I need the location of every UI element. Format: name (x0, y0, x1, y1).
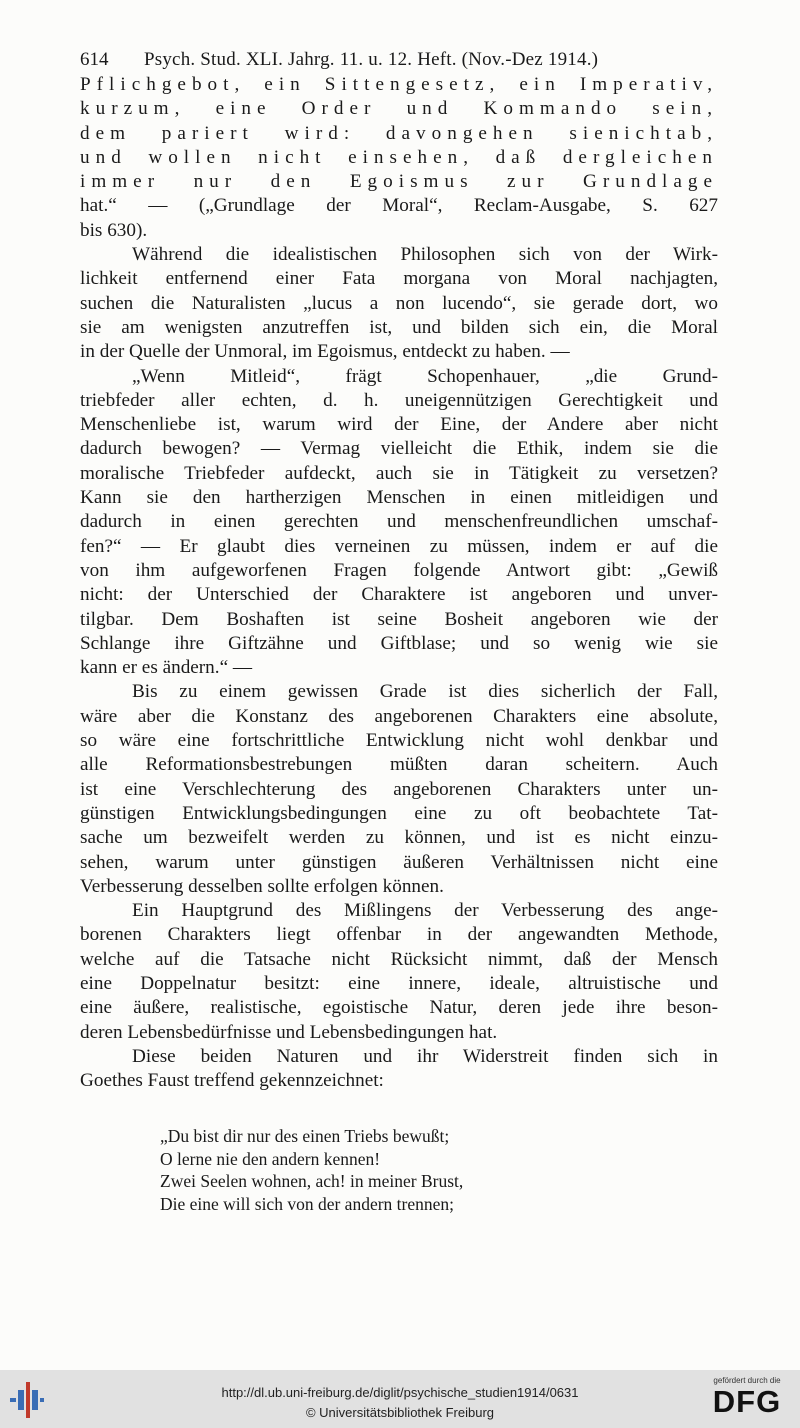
poem-line: Zwei Seelen wohnen, ach! in meiner Brust, (160, 1171, 464, 1191)
text-line: eine äußere, realistische, egoistische Natur, deren jede ihre beson- (80, 997, 718, 1019)
text-line: Schlange ihre Giftzähne und Giftblase; und so wenig wie sie (80, 632, 718, 654)
poem-quote (160, 1125, 590, 1215)
text-line: fen?“ — Er glaubt dies verneinen zu müssen, indem er auf die (80, 535, 718, 557)
text-line: dadurch bewogen? — Vermag vielleicht die Ethik, indem sie die (80, 438, 718, 460)
text-line: bis 630). (80, 219, 148, 241)
dfg-logo (704, 1376, 790, 1422)
dfg-caption: gefördert durch die (713, 1376, 781, 1385)
source-url-link[interactable]: http://dl.ub.uni-freiburg.de/diglit/psychische_studien1914/0631 (221, 1385, 579, 1400)
text-line: dem pariert wird: davongehen sienichtab, (80, 122, 718, 144)
dfg-wordmark: DFG (712, 1384, 782, 1419)
text-line: und wollen nicht einsehen, daß dergleichen (80, 146, 718, 168)
poem-line: Die eine will sich von der andern trennen; (160, 1193, 454, 1214)
text-line: Kann sie den hartherzigen Menschen in einen mitleidigen und (80, 487, 718, 509)
text-line: wäre aber die Konstanz des angeborenen Charakters eine absolute, (80, 705, 718, 727)
text-line: günstigen Entwicklungsbedingungen eine zu oft beobachtete Tat- (80, 802, 718, 824)
text-line: Ein Hauptgrund des Mißlingens der Verbesserung des ange- (132, 900, 718, 922)
text-line: so wäre eine fortschrittliche Entwicklung nicht wohl denkbar und (80, 730, 718, 752)
text-line: sie am wenigsten anzutreffen ist, und bilden sich ein, die Moral (80, 316, 718, 338)
text-line: lichkeit entfernend einer Fata morgana von Moral nachjagten, (80, 268, 718, 290)
page-number: 614 (80, 49, 109, 70)
poem-line: „Du bist dir nur des einen Triebs bewußt; (160, 1126, 450, 1146)
copyright-notice: © Universitätsbibliothek Freiburg (305, 1405, 495, 1420)
text-line: kann er es ändern.“ — (80, 657, 253, 679)
poem-line: O lerne nie den andern kennen! (160, 1148, 381, 1169)
text-line: von ihm aufgeworfenen Fragen folgende Antwort gibt: „Gewiß (80, 559, 718, 581)
text-line: sehen, warum unter günstigen äußeren Verhältnissen nicht eine (80, 851, 718, 873)
text-line: „Wenn Mitleid“, frägt Schopenhauer, „die Grund- (132, 365, 718, 387)
text-line: kurzum, eine Order und Kommando sein, (80, 98, 718, 120)
text-line: borenen Charakters liegt offenbar in der angewandten Methode, (80, 924, 718, 946)
text-line: dadurch in einen gerechten und menschenfreundlichen umschaf- (80, 511, 718, 533)
text-line: Diese beiden Naturen und ihr Widerstreit finden sich in (132, 1045, 718, 1067)
text-line: Verbesserung desselben sollte erfolgen können. (80, 875, 444, 897)
text-line: Während die idealistischen Philosophen sich von der Wirk- (132, 244, 718, 266)
text-line: immer nur den Egoismus zur Grundlage (80, 171, 718, 193)
text-line: Pflichgebot, ein Sittengesetz, ein Imperativ, (80, 74, 718, 95)
text-line: ist eine Verschlechterung des angeborenen Charakters unter un- (80, 778, 718, 800)
text-line: welche auf die Tatsache nicht Rücksicht nimmt, daß der Mensch (80, 948, 718, 970)
text-line: hat.“ — („Grundlage der Moral“, Reclam-Ausgabe, S. 627 (80, 195, 718, 217)
text-line: Bis zu einem gewissen Grade ist dies sicherlich der Fall, (132, 681, 718, 703)
text-line: eine Doppelnatur besitzt: eine innere, ideale, altruistische und (80, 972, 718, 994)
viewer-footer (0, 1370, 800, 1428)
text-line: deren Lebensbedürfnisse und Lebensbedingungen hat. (80, 1021, 498, 1043)
text-line: sache um bezweifelt werden zu können, und ist es nicht einzu- (80, 827, 718, 849)
text-line: tilgbar. Dem Boshaften ist seine Bosheit angeboren wie der (80, 608, 718, 630)
running-title: Psych. Stud. XLI. Jahrg. 11. u. 12. Heft. (Nov.-Dez 1914.) (144, 49, 599, 70)
text-line: Goethes Faust treffend gekennzeichnet: (80, 1070, 384, 1092)
text-line: alle Reformationsbestrebungen müßten daran scheitern. Auch (80, 754, 718, 776)
body-text (80, 73, 718, 1093)
text-line: suchen die Naturalisten „lucus a non lucendo“, sie gerade dort, wo (80, 292, 718, 314)
text-line: moralische Triebfeder aufdeckt, auch sie in Tätigkeit zu versetzen? (80, 462, 718, 484)
text-line: triebfeder aller echten, d. h. uneigennützigen Gerechtigkeit und (80, 389, 718, 411)
text-line: in der Quelle der Unmoral, im Egoismus, entdeckt zu haben. — (80, 341, 570, 363)
text-line: Menschenliebe ist, warum wird der Eine, der Andere aber nicht (80, 414, 718, 436)
text-line: nicht: der Unterschied der Charaktere ist angeboren und unver- (80, 584, 718, 606)
